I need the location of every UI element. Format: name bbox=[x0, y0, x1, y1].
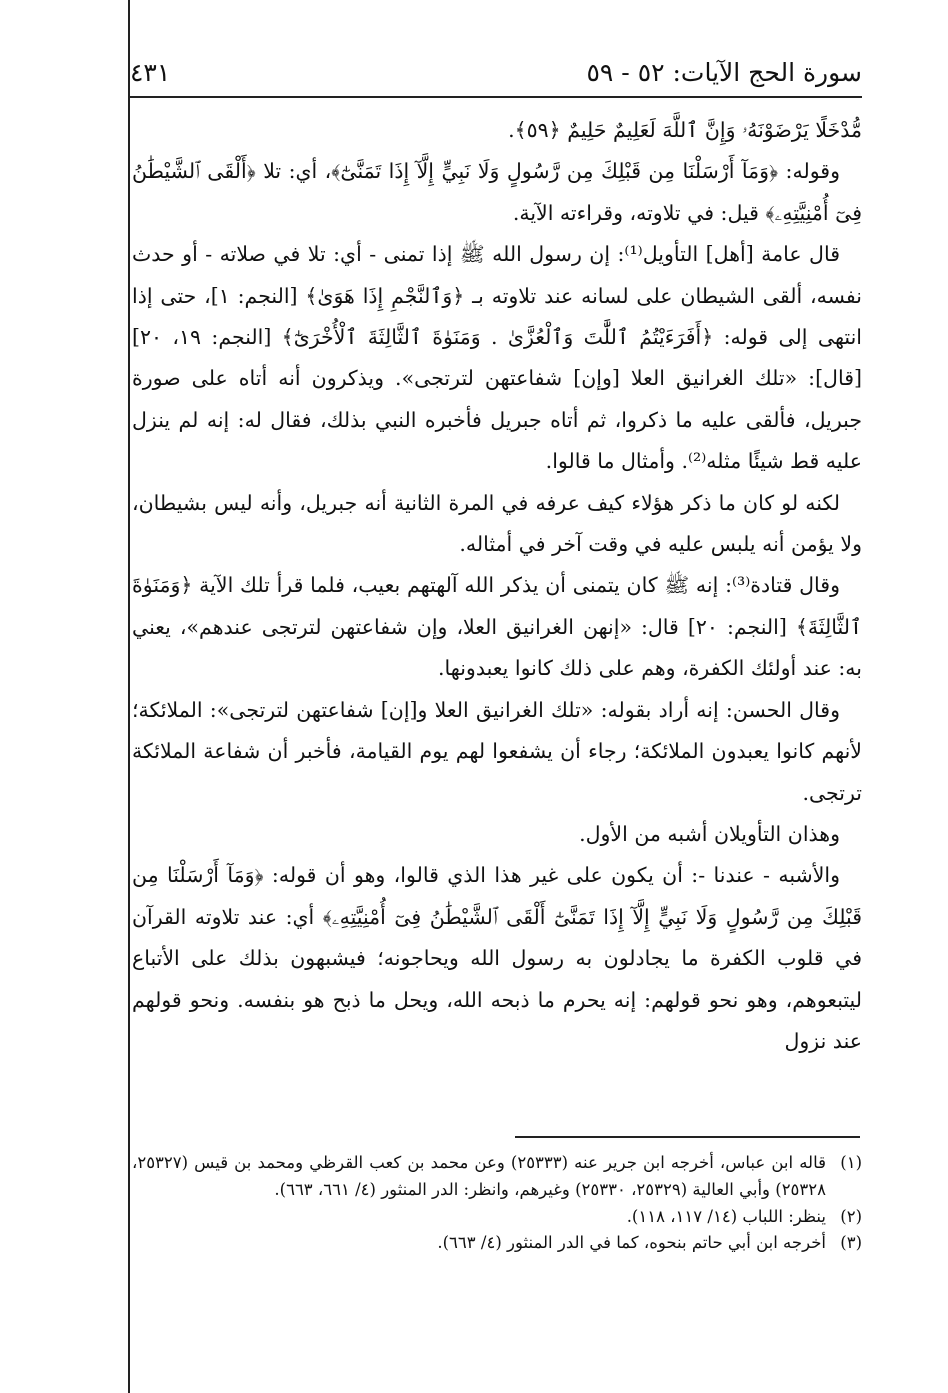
footnote bbox=[132, 1230, 862, 1257]
paragraph: مُّدْخَلًا يَرْضَوْنَهُۥ وَإِنَّ ٱللَّهَ لَعَلِيمٌ حَلِيمٌ ﴿٥٩﴾. bbox=[508, 118, 862, 142]
page-header bbox=[130, 52, 862, 96]
footnote-mark: (١) bbox=[840, 1153, 862, 1172]
footnote bbox=[132, 1204, 862, 1231]
running-title: سورة الحج الآيات: ٥٢ - ٥٩ bbox=[586, 58, 862, 87]
footnote-mark: (٢) bbox=[840, 1206, 862, 1226]
footnotes bbox=[132, 1150, 862, 1257]
paragraph: وقال قتادة⁽³⁾: إنه ﷺ كان يتمنى أن يذكر الله آلهتهم بعيب، فلما قرأ تلك الآية ﴿وَمَنَوٰةَ ٱلثَّالِثَةَ﴾ [النجم: ٢٠] قال: «إنهن الغرانيق العلا، وإن شفاعتهن لترتجى عندهم»، يعني به: عند أولئك الكفرة، وهم على ذلك كانوا يعبدونها. bbox=[132, 573, 862, 681]
footnote-text: قاله ابن عباس، أخرجه ابن جرير عنه (٢٥٣٣٣) وعن محمد بن كعب القرظي ومحمد بن قيس (٢٥٣٢٧، ٢٥٣٢٨) وأبي العالية (٢٥٣٢٩، ٢٥٣٣٠) وغيرهم، وانظر: الدر المنثور (٤/ ٦٦١، ٦٦٣). bbox=[132, 1153, 826, 1199]
paragraph: وقوله: ﴿وَمَآ أَرْسَلْنَا مِن قَبْلِكَ مِن رَّسُولٍ وَلَا نَبِيٍّ إِلَّآ إِذَا تَمَنَّىٰٓ﴾، أي: تلا ﴿أَلْقَى ٱلشَّيْطَٰنُ فِىٓ أُمْنِيَّتِهِۦ﴾ قيل: في تلاوته، وقراءته الآية. bbox=[132, 159, 862, 225]
footnote-text: أخرجه ابن أبي حاتم بنحوه، كما في الدر المنثور (٤/ ٦٦٣). bbox=[437, 1233, 826, 1253]
paragraph: وقال الحسن: إنه أراد بقوله: «تلك الغرانيق العلا و[إن] شفاعتهن لترتجى»: الملائكة؛ لأنهم كانوا يعبدون الملائكة؛ رجاء أن يشفعوا لهم يوم القيامة، فأخبر أن شفاعة الملائكة ترتجى. bbox=[132, 697, 862, 805]
footnote-separator bbox=[515, 1136, 860, 1138]
main-text bbox=[132, 110, 862, 1062]
paragraph: لكنه لو كان ما ذكر هؤلاء كيف عرفه في المرة الثانية أنه جبريل، وأنه ليس بشيطان، ولا يؤمن أنه يلبس عليه في وقت آخر في أمثاله. bbox=[132, 490, 862, 557]
footnote-text: ينظر: اللباب (١٤/ ١١٧، ١١٨). bbox=[626, 1206, 826, 1226]
paragraph: والأشبه - عندنا -: أن يكون على غير هذا الذي قالوا، وهو أن قوله: ﴿وَمَآ أَرْسَلْنَا مِن قَبْلِكَ مِن رَّسُولٍ وَلَا نَبِيٍّ إِلَّآ إِذَا تَمَنَّىٰٓ أَلْقَى ٱلشَّيْطَٰنُ فِىٓ أُمْنِيَّتِهِۦ﴾ أي: عند تلاوته القرآن في قلوب الكفرة ما يجادلون به رسول الله ويحاجونه؛ فيشبهون بذلك على الأتباع ليتبعوهم، وهو نحو قولهم: إنه يحرم ما ذبحه الله، ويحل ما ذبح هو بنفسه. ونحو قولهم عند نزول bbox=[132, 863, 862, 1053]
paragraph: وهذان التأويلان أشبه من الأول. bbox=[579, 821, 840, 846]
footnote bbox=[132, 1150, 862, 1204]
page-number: ٤٣١ bbox=[130, 58, 171, 87]
margin-rule bbox=[128, 0, 130, 1393]
footnote-mark: (٣) bbox=[840, 1233, 862, 1253]
header-rule bbox=[130, 96, 862, 98]
paragraph: قال عامة [أهل] التأويل⁽¹⁾: إن رسول الله ﷺ إذا تمنى - أي: تلا في صلاته - أو حدث نفسه، ألقى الشيطان على لسانه عند تلاوته بـ ﴿وَٱلنَّجْمِ إِذَا هَوَىٰ﴾ [النجم: ١]، حتى إذا انتهى إلى قوله: ﴿أَفَرَءَيْتُمُ ٱللَّٰتَ وَٱلْعُزَّىٰ . وَمَنَوٰةَ ٱلثَّالِثَةَ ٱلْأُخْرَىٰٓ﴾ [النجم: ١٩، ٢٠] [قال]: «تلك الغرانيق العلا [وإن] شفاعتهن لترتجى». ويذكرون أنه أتاه على صورة جبريل، فألقى عليه ما ذكروا، ثم أتاه جبريل فأخبره النبي بذلك، فقال له: إنه لم ينزل عليه قط شيئًا مثله⁽²⁾. وأمثال ما قالوا. bbox=[132, 242, 862, 474]
